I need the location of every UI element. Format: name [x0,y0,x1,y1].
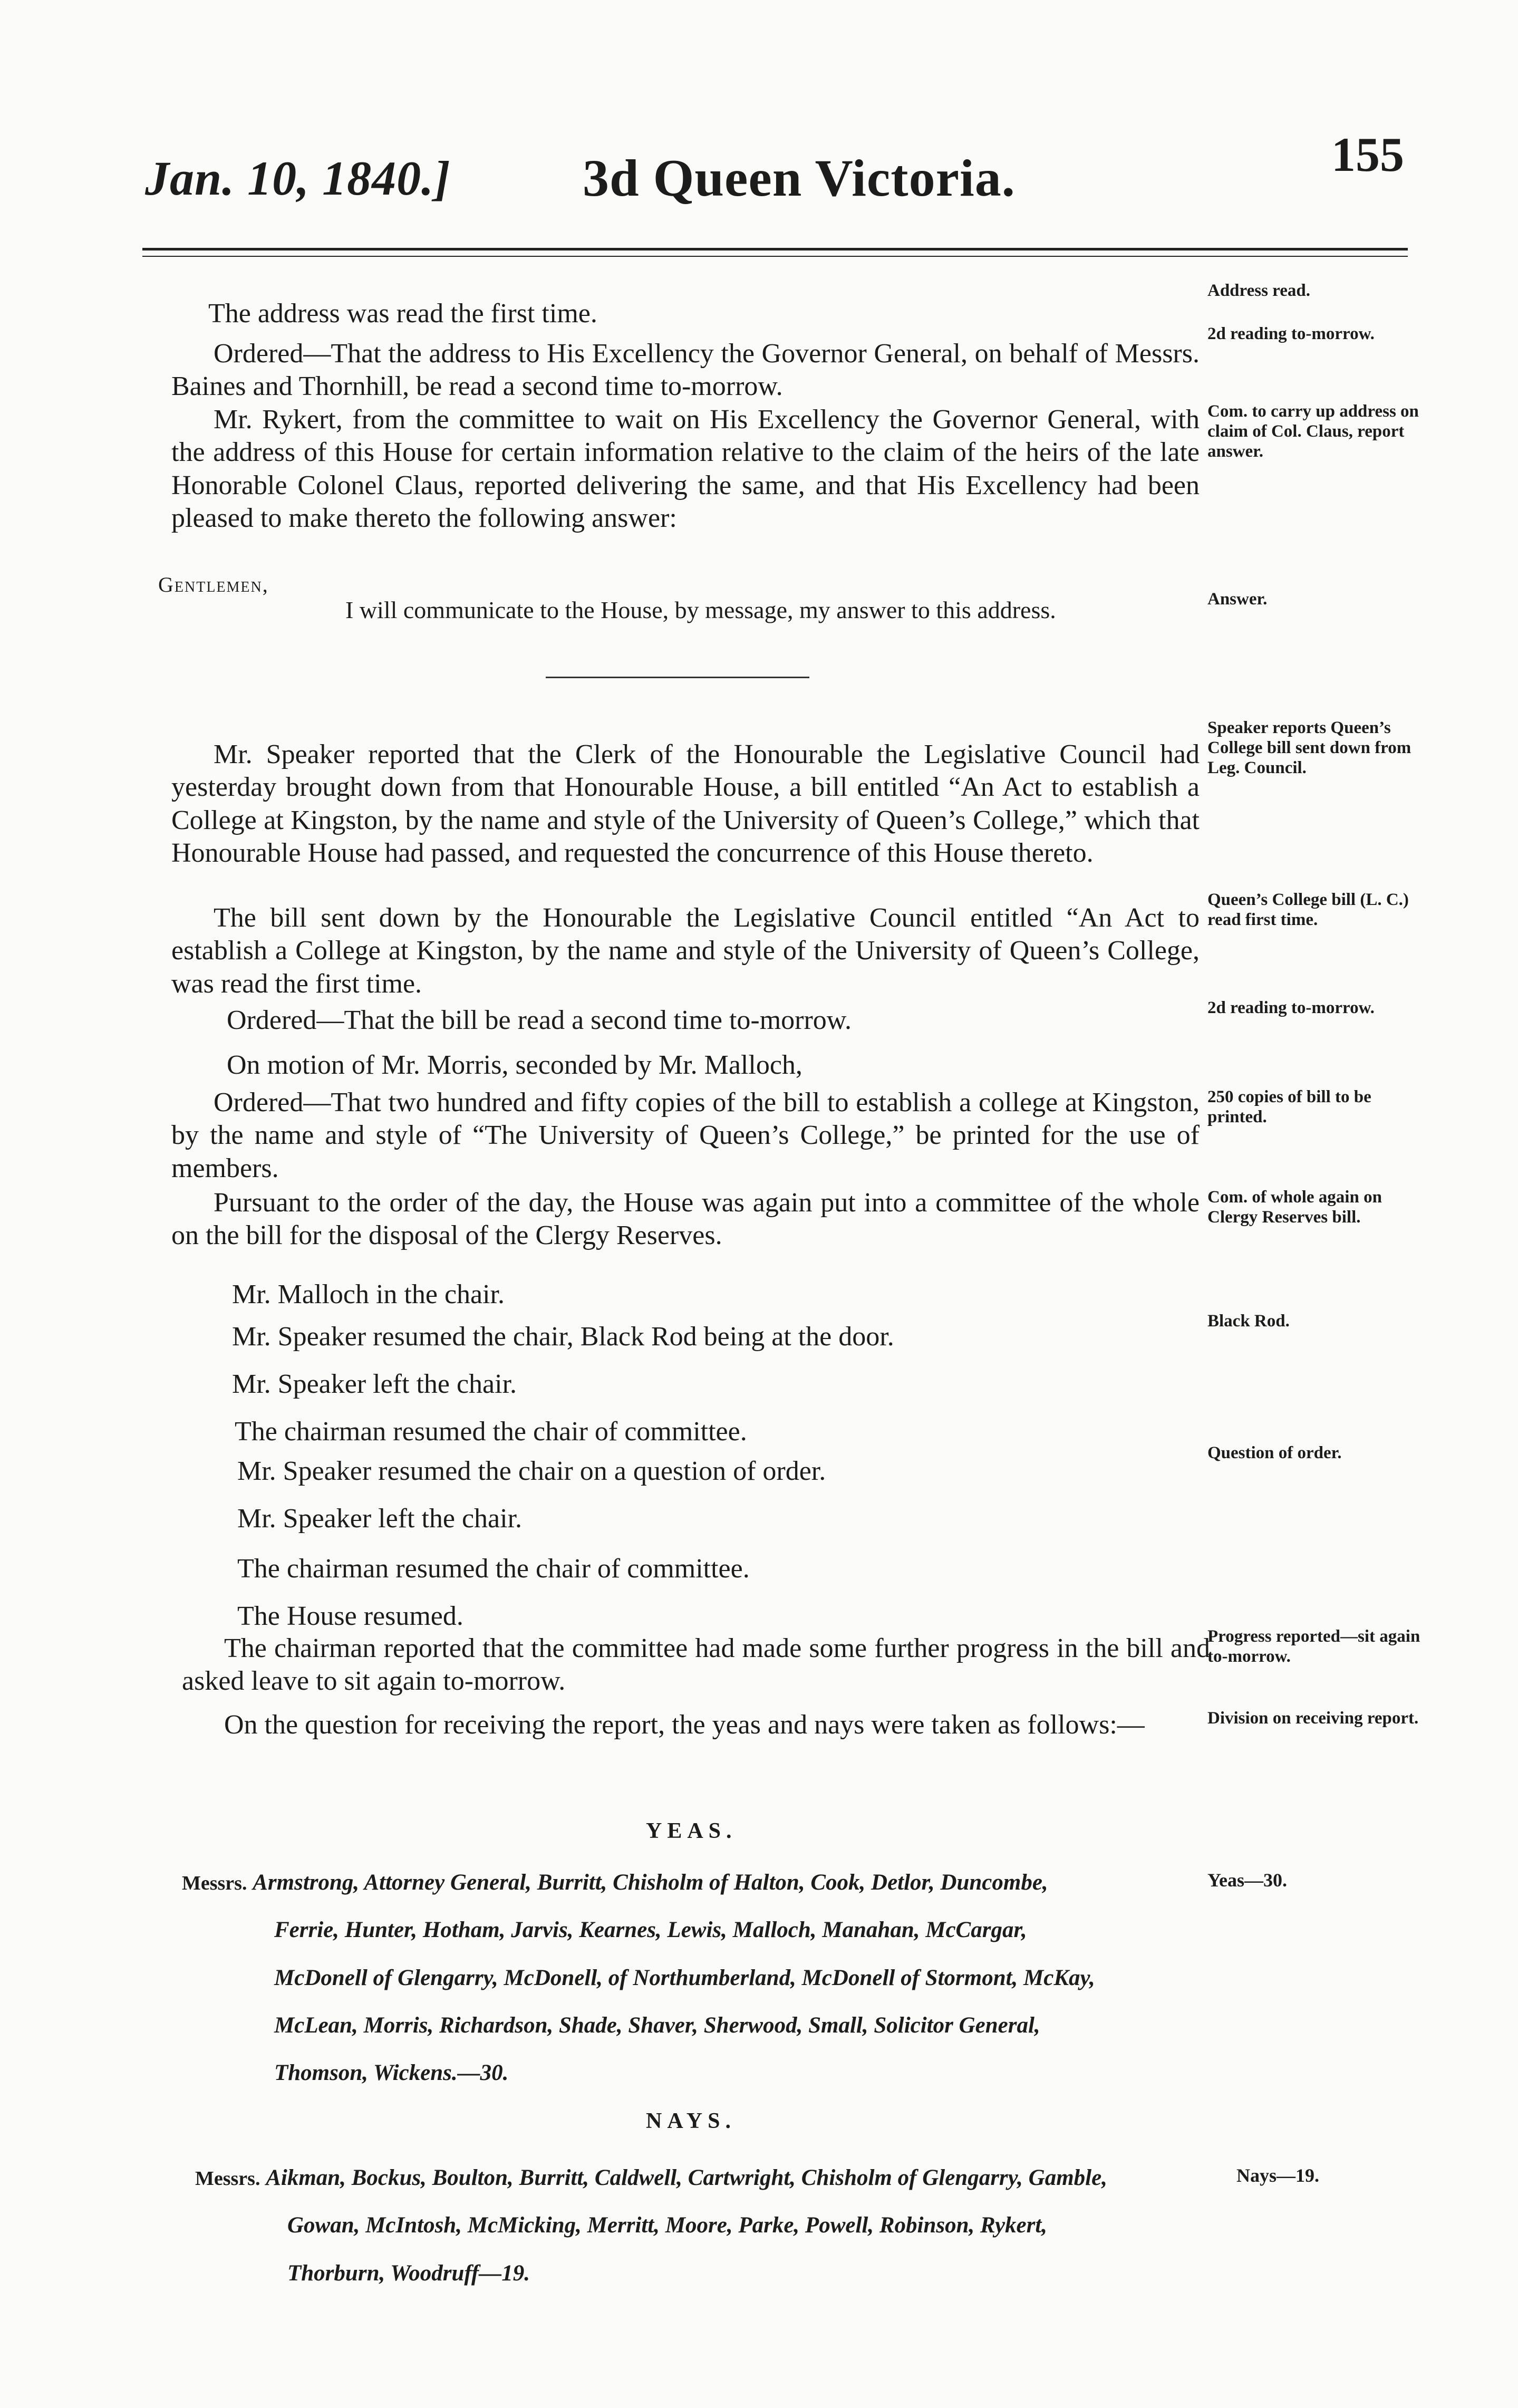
nays-names-line: Aikman, Bockus, Boulton, Burritt, Caldwell, Cartwright, Chisholm of Glengarry, Gamble, [266,2165,1107,2190]
margin-note-division: Division on receiving report. [1207,1709,1419,1728]
paragraph-text: Ordered—That two hundred and fifty copies of the bill to establish a college at Kingston, by the name and style of “The University of Queen’s College,” be printed for the use of members. [171,1087,1200,1183]
proceeding-line: Mr. Speaker resumed the chair, Black Rod being at the door. [232,1322,894,1352]
paragraph-division [182,1709,1210,1741]
yeas-names-line: Ferrie, Hunter, Hotham, Jarvis, Kearnes, Lewis, Malloch, Manahan, McCargar, [274,1918,1027,1943]
yeas-heading: YEAS. [646,1819,737,1843]
margin-note-answer: Answer. [1207,590,1268,609]
yeas-list [182,1859,1215,2097]
proceeding-line: Mr. Speaker left the chair. [237,1504,523,1534]
nays-names-line: Gowan, McIntosh, McMicking, Merritt, Moore, Parke, Powell, Robinson, Rykert, [287,2213,1048,2238]
margin-note-claus-committee: Com. to carry up address on claim of Col. Claus, report answer. [1207,402,1419,461]
margin-note-speaker-reports: Speaker reports Queen’s College bill sent down from Leg. Council. [1207,718,1411,777]
section-divider [546,677,809,678]
governor-answer: I will communicate to the House, by message, my answer to this address. [345,596,1056,623]
nays-list [195,2154,1229,2297]
margin-note-address-read: Address read. [1207,281,1310,300]
paragraph-text: Pursuant to the order of the day, the House was again put into a committee of the whole on the bill for the disposal of the Clergy Reserves. [171,1188,1200,1251]
header-title: 3d Queen Victoria. [583,149,1016,207]
proceeding-line: Mr. Malloch in the chair. [232,1279,505,1309]
margin-note-clergy-reserves: Com. of whole again on Clergy Reserves bill. [1207,1188,1382,1227]
paragraph-bill-first-reading [171,902,1200,1000]
salutation: Gentlemen, [158,573,269,596]
paragraph-motion-morris: On motion of Mr. Morris, seconded by Mr. Malloch, [227,1050,802,1080]
paragraph-speaker-reports-bill [171,738,1200,870]
paragraph-text: The chairman reported that the committee had made some further progress in the bill and asked leave to sit again to-morrow. [182,1633,1210,1697]
page-number: 155 [1331,128,1404,181]
yeas-names-line: Armstrong, Attorney General, Burritt, Chisholm of Halton, Cook, Detlor, Duncombe, [253,1870,1048,1895]
margin-note-progress-reported: Progress reported—sit again to-morrow. [1207,1627,1420,1666]
paragraph-text: Mr. Rykert, from the committee to wait on His Excellency the Governor General, with the address of this House for certain information relative to the claim of the heirs of the late Honorable Colonel Claus, reported delivering the same, and that His Excellency had been pleased to make thereto the following answer: [171,404,1200,534]
header-rule [142,248,1408,257]
paragraph-ordered-copies [171,1086,1200,1185]
margin-note-bill-second-reading: 2d reading to-morrow. [1207,998,1375,1017]
margin-note-nays-count: Nays—19. [1236,2165,1320,2186]
proceeding-line: Mr. Speaker resumed the chair on a question of order. [237,1456,826,1486]
margin-note-copies-printed: 250 copies of bill to be printed. [1207,1087,1371,1126]
paragraph-text: Ordered—That the address to His Excellency the Governor General, on behalf of Messrs. Baines and Thornhill, be read a second time to-morrow. [171,339,1200,402]
margin-note-bill-first-reading: Queen’s College bill (L. C.) read first time. [1207,890,1409,929]
margin-note-question-of-order: Question of order. [1207,1443,1342,1462]
paragraph-text: The bill sent down by the Honourable the Legislative Council entitled “An Act to establish a College at Kingston, by the name and style of the University of Queen’s College, was read the first time. [171,903,1200,999]
paragraph-address-read: The address was read the first time. [208,298,597,329]
proceeding-line: The chairman resumed the chair of committee. [237,1554,750,1584]
yeas-names-line: McLean, Morris, Richardson, Shade, Shaver, Sherwood, Small, Solicitor General, [274,2012,1040,2038]
proceeding-line: The chairman resumed the chair of committee. [235,1417,747,1447]
margin-note-second-reading: 2d reading to-morrow. [1207,324,1375,343]
paragraph-ordered-bill-second-reading: Ordered—That the bill be read a second time to-morrow. [227,1005,852,1035]
messrs-label: Messrs. [182,1872,247,1894]
nays-names-line: Thorburn, Woodruff—19. [287,2260,530,2286]
paragraph-rykert-committee [171,403,1200,535]
paragraph-clergy-reserves-committee [171,1187,1200,1253]
nays-heading: NAYS. [646,2109,736,2133]
yeas-names-line: Thomson, Wickens.—30. [274,2060,509,2086]
margin-note-yeas-count: Yeas—30. [1207,1870,1287,1891]
paragraph-progress-reported [182,1632,1210,1698]
paragraph-text: On the question for receiving the report, the yeas and nays were taken as follows:— [224,1710,1145,1740]
margin-note-black-rod: Black Rod. [1207,1312,1290,1331]
paragraph-ordered-second-reading [171,338,1200,403]
yeas-names-line: McDonell of Glengarry, McDonell, of Northumberland, McDonell of Stormont, McKay, [274,1965,1095,1990]
proceeding-line: The House resumed. [237,1601,463,1631]
messrs-label: Messrs. [195,2168,260,2190]
paragraph-text: Mr. Speaker reported that the Clerk of the Honourable the Legislative Council had yesterday brought down from that Honourable House, a bill entitled “An Act to establish a College at Kingston, by the name and style of the University of Queen’s College,” which that Honourable House had passed, and requested the concurrence of this House thereto. [171,739,1200,869]
proceeding-line: Mr. Speaker left the chair. [232,1369,517,1399]
header-date: Jan. 10, 1840.] [145,151,451,205]
